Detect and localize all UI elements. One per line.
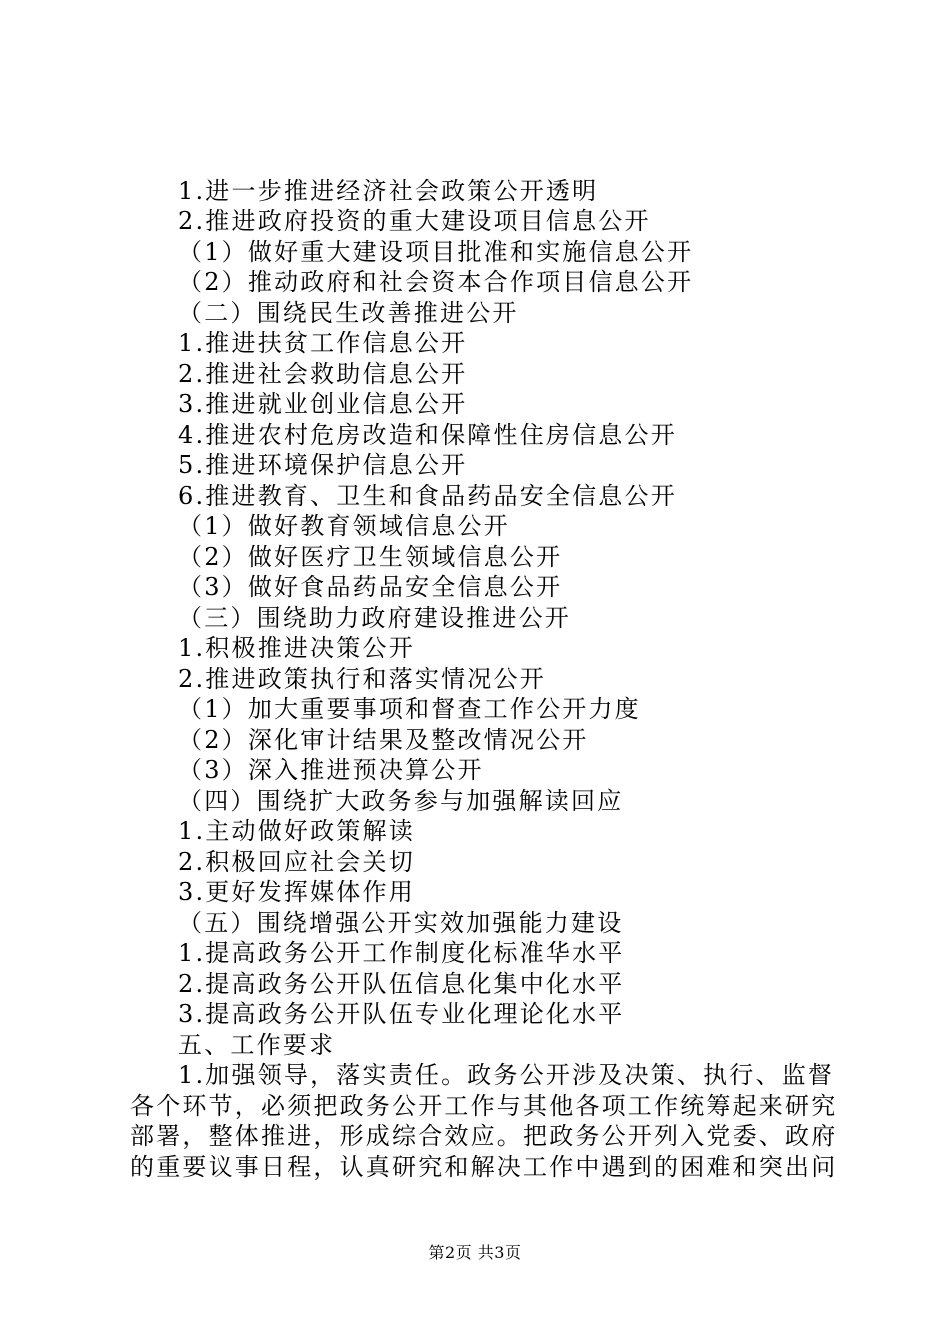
list-item: （1）加大重要事项和督查工作公开力度: [178, 695, 641, 723]
page-footer: 第2页 共3页: [428, 1243, 522, 1262]
list-item: 1.主动做好政策解读: [178, 817, 415, 845]
list-item: 6.推进教育、卫生和食品药品安全信息公开: [178, 482, 677, 510]
list-item: 1.提高政务公开工作制度化标准华水平: [178, 939, 625, 967]
paragraph-line: 1.加强领导，落实责任。政务公开涉及决策、执行、监督: [178, 1061, 835, 1089]
list-item: 1.积极推进决策公开: [178, 634, 415, 662]
list-item: （3）深入推进预决算公开: [178, 756, 484, 784]
section-heading: （四）围绕扩大政务参与加强解读回应: [178, 787, 624, 815]
section-heading: （二）围绕民生改善推进公开: [178, 299, 519, 327]
paragraph-line: 各个环节，必须把政务公开工作与其他各项工作统筹起来研究: [130, 1091, 838, 1120]
list-item: 5.推进环境保护信息公开: [178, 451, 468, 479]
list-item: 3.推进就业创业信息公开: [178, 390, 468, 418]
list-item: 2.推进社会救助信息公开: [178, 360, 468, 388]
list-item: 2.推进政策执行和落实情况公开: [178, 665, 546, 693]
paragraph-line: 的重要议事日程，认真研究和解决工作中遇到的困难和突出问: [130, 1152, 838, 1181]
list-item: （1）做好教育领域信息公开: [178, 512, 510, 540]
list-item: 4.推进农村危房改造和保障性住房信息公开: [178, 421, 677, 449]
section-heading: （五）围绕增强公开实效加强能力建设: [178, 909, 624, 937]
list-item: 2.提高政务公开队伍信息化集中化水平: [178, 970, 625, 998]
list-item: 3.更好发挥媒体作用: [178, 878, 415, 906]
list-item: 2.推进政府投资的重大建设项目信息公开: [178, 207, 651, 235]
list-item: （2）做好医疗卫生领域信息公开: [178, 543, 563, 571]
list-item: （2）推动政府和社会资本合作项目信息公开: [178, 268, 694, 296]
chapter-heading: 五、工作要求: [178, 1031, 336, 1059]
list-item: 2.积极回应社会关切: [178, 848, 415, 876]
section-heading: （三）围绕助力政府建设推进公开: [178, 604, 571, 632]
list-item: 1.进一步推进经济社会政策公开透明: [178, 177, 599, 205]
body-paragraph: [130, 1060, 838, 1182]
list-item: （2）深化审计结果及整改情况公开: [178, 726, 589, 754]
list-item: 3.提高政务公开队伍专业化理论化水平: [178, 1000, 625, 1028]
paragraph-line: 部署，整体推进，形成综合效应。把政务公开列入党委、政府: [130, 1122, 838, 1150]
list-item: （3）做好食品药品安全信息公开: [178, 573, 563, 601]
list-item: （1）做好重大建设项目批准和实施信息公开: [178, 238, 694, 266]
list-item: 1.推进扶贫工作信息公开: [178, 329, 468, 357]
